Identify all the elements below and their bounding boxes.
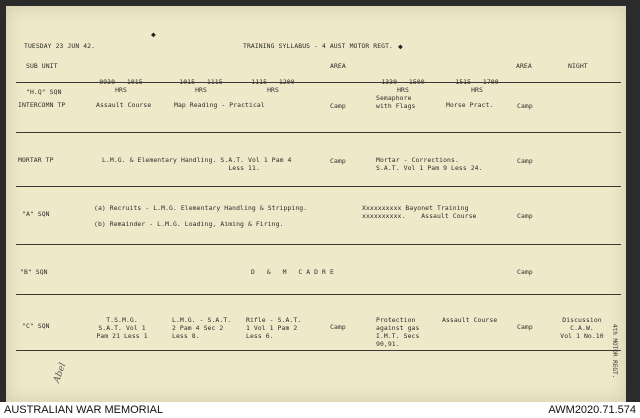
column-header-1115: 1115 - 1200 HRS — [251, 78, 295, 94]
row-c-night: Discussion C.A.W. Vol 1 No.10 — [560, 316, 604, 340]
row-hq-col2: Map Reading - Practical — [174, 101, 265, 109]
footer-institution: AUSTRALIAN WAR MEMORIAL — [4, 404, 164, 416]
row-divider-2 — [16, 186, 621, 187]
row-hq-area2: Camp — [517, 102, 533, 110]
row-hq-unit: "H.Q" SQN — [26, 88, 62, 96]
row-divider-3 — [16, 244, 621, 245]
document-title: TRAINING SYLLABUS - 4 AUST MOTOR REGT. — [243, 42, 394, 50]
row-divider-5 — [16, 350, 621, 351]
row-a-area2: Camp — [517, 212, 533, 220]
row-c-col6: Assault Course — [442, 316, 498, 324]
row-mortar-col1: L.M.G. & Elementary Handling. S.A.T. Vol 1 Pam 4 Less 11. — [102, 156, 292, 172]
row-mortar-area2: Camp — [517, 157, 533, 165]
header-divider — [16, 82, 621, 83]
side-note: 4th MOTOR REGT. — [611, 324, 618, 379]
row-c-unit: "C" SQN — [22, 322, 50, 330]
footer-catalog-id: AWM2020.71.574 — [548, 404, 636, 416]
punch-mark-1: ◆ — [151, 30, 156, 39]
column-header-1330: 1330 - 1500 HRS — [381, 78, 425, 94]
row-c-area1: Camp — [330, 323, 346, 331]
row-hq-area1: Camp — [330, 102, 346, 110]
column-header-area-2: AREA — [516, 62, 532, 70]
row-mortar-col5: Mortar - Corrections. S.A.T. Vol 1 Pam 9 Less 24. — [376, 156, 483, 172]
row-divider-4 — [16, 294, 621, 295]
document-page — [6, 6, 626, 402]
column-header-night: NIGHT — [568, 62, 588, 70]
column-header-sub-unit: SUB UNIT — [26, 62, 58, 70]
row-c-col3: Rifle - S.A.T. 1 Vol 1 Pam 2 Less 6. — [246, 316, 302, 340]
punch-mark-2: ◆ — [398, 42, 403, 51]
row-b-cadre: D & M C A D R E — [251, 268, 334, 276]
row-mortar-unit: MORTAR TP — [18, 156, 54, 164]
column-header-area-1: AREA — [330, 62, 346, 70]
signature: Abel — [52, 361, 69, 385]
archive-footer — [0, 402, 640, 418]
row-b-unit: "B" SQN — [20, 268, 48, 276]
row-mortar-area1: Camp — [330, 157, 346, 165]
row-c-col1: T.S.M.G. S.A.T. Vol 1 Pam 21 Less 1 — [96, 316, 148, 340]
row-a-col5: Xxxxxxxxxx Bayonet Training xxxxxxxxxx. Assault Course — [362, 204, 477, 220]
row-c-area2: Camp — [517, 323, 533, 331]
column-header-0930: 0930 - 1015 HRS — [99, 78, 143, 94]
row-hq-col6: Morse Pract. — [446, 101, 494, 109]
row-hq-col5: Semaphore with Flags — [376, 94, 416, 110]
row-hq-col1: Assault Course — [96, 101, 152, 109]
row-c-col2: L.M.G. - S.A.T. 2 Pam 4 Sec 2 Less 8. — [172, 316, 232, 340]
row-c-col5: Protection against gas I.M.T. Secs 90,91. — [376, 316, 420, 348]
row-a-unit: "A" SQN — [22, 210, 50, 218]
column-header-1015: 1015 - 1115 HRS — [179, 78, 223, 94]
column-header-1515: 1515 - 1700 HRS — [455, 78, 499, 94]
row-b-area2: Camp — [517, 268, 533, 276]
row-a-line-b: (b) Remainder - L.M.G. Loading, Aiming & Firing. — [94, 220, 284, 228]
document-date: TUESDAY 23 JUN 42. — [24, 42, 96, 50]
row-hq-subunit: INTERCOMN TP — [18, 101, 66, 109]
row-a-line-a: (a) Recruits - L.M.G. Elementary Handling & Stripping. — [94, 204, 308, 212]
row-divider-1 — [16, 132, 621, 133]
